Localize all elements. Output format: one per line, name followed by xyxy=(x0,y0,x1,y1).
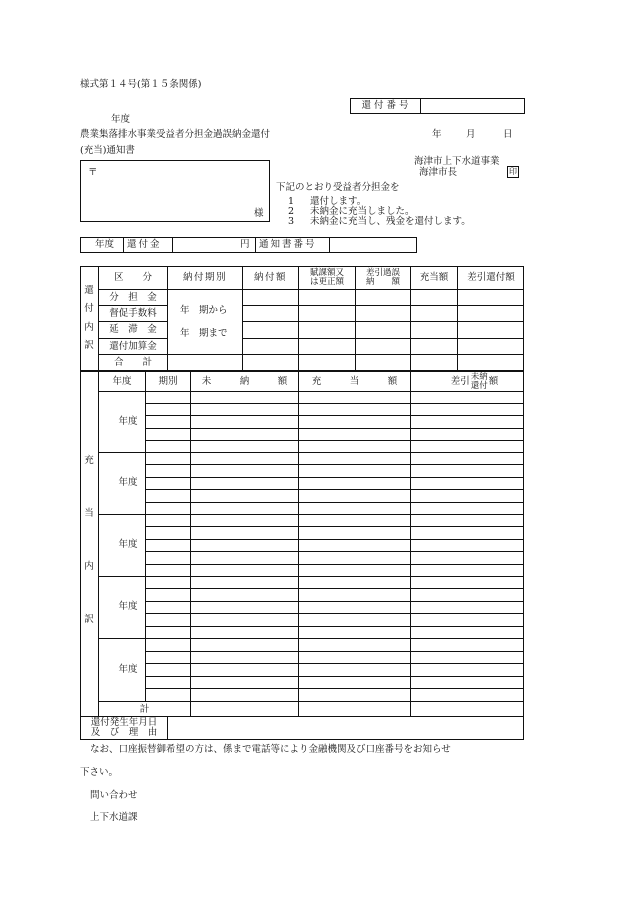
issuer-org: 海津市上下水道事業 xyxy=(414,156,500,167)
header-applied: 充当額 xyxy=(419,271,449,283)
seal-mark: 印 xyxy=(507,166,519,178)
applied-group-year-label: 年度 xyxy=(118,601,138,613)
header-net-unpaid-refund: 差引 未納 還付 額 xyxy=(450,372,499,391)
form-number: 様式第１４号(第１５条関係) xyxy=(80,79,202,90)
applied-breakdown-side-label: 充 当 内 訳 xyxy=(84,454,94,626)
header-overpaid: 差引過誤 納 額 xyxy=(365,267,400,287)
date-month: 月 xyxy=(466,129,476,140)
notice-intro: 下記のとおり受益者分担金を xyxy=(276,182,400,193)
date-day: 日 xyxy=(503,129,513,140)
date-year: 年 xyxy=(432,129,442,140)
row-dunning-fee: 督促手数料 xyxy=(109,307,157,319)
header-paid: 納付額 xyxy=(253,271,287,283)
reason-label: 還付発生年月日 及 び 理 由 xyxy=(90,717,158,738)
document-title-suffix: (充当)通知書 xyxy=(80,145,135,156)
bank-transfer-note: なお、口座振替御希望の方は、係まで電話等により金融機関及び口座番号をお知らせ xyxy=(90,744,451,755)
period-from: 年 期から xyxy=(180,305,228,316)
option-3-text: 未納金に充当し、残金を還付します。 xyxy=(310,216,471,227)
header-applied-amount: 充 当 額 xyxy=(311,375,398,387)
applied-breakdown-table xyxy=(80,371,524,717)
honorific: 様 xyxy=(254,208,264,219)
option-1-text: 還付します。 xyxy=(310,196,367,207)
header-unpaid: 未 納 額 xyxy=(201,375,288,387)
row-late-fee: 延 滞 金 xyxy=(109,324,157,336)
period-to: 年 期まで xyxy=(180,328,228,339)
summary-year-label: 年度 xyxy=(95,239,115,250)
postal-mark: 〒 xyxy=(88,167,98,178)
reason-field[interactable] xyxy=(168,717,523,739)
header-net-refund: 差引還付額 xyxy=(467,271,515,283)
summary-refund-label: 還付金 xyxy=(127,239,162,250)
applied-group-year-label: 年度 xyxy=(118,663,138,675)
refund-number-field[interactable] xyxy=(421,98,525,114)
fiscal-year-label: 年度 xyxy=(111,114,131,125)
contact-label: 問い合わせ xyxy=(90,790,138,801)
bank-transfer-note-cont: 下さい。 xyxy=(80,767,119,778)
header-period: 納付期別 xyxy=(182,271,227,283)
applied-group-year-label: 年度 xyxy=(118,415,138,427)
refund-breakdown-side-label: 還 付 内 訳 xyxy=(84,285,94,351)
option-2-text: 未納金に充当しました。 xyxy=(310,206,415,217)
header-assessed: 賦課額又 は更正額 xyxy=(309,267,344,287)
row-share-fee: 分 担 金 xyxy=(109,291,157,303)
option-1-num: 1 xyxy=(288,196,295,207)
row-refund-surcharge: 還付加算金 xyxy=(109,340,157,352)
option-3-num: 3 xyxy=(288,216,295,227)
header-year: 年度 xyxy=(112,375,132,387)
summary-notice-no-label: 通知書番号 xyxy=(259,239,317,250)
refund-number-label: 還 付 番 号 xyxy=(361,100,409,112)
issuer-name: 海津市長 xyxy=(419,167,458,178)
applied-group-year-label: 年度 xyxy=(118,477,138,489)
recipient-address-box[interactable] xyxy=(80,160,270,222)
applied-total-label: 計 xyxy=(139,703,150,715)
header-category: 区 分 xyxy=(113,271,152,283)
applied-group-year-label: 年度 xyxy=(118,539,138,551)
row-total: 合 計 xyxy=(113,357,152,369)
header-term: 期別 xyxy=(158,375,178,387)
document-title: 農業集落排水事業受益者分担金過誤納金還付 xyxy=(80,129,271,140)
option-2-num: 2 xyxy=(288,206,295,217)
summary-yen: 円 xyxy=(240,239,250,250)
department-name: 上下水道課 xyxy=(90,812,138,823)
